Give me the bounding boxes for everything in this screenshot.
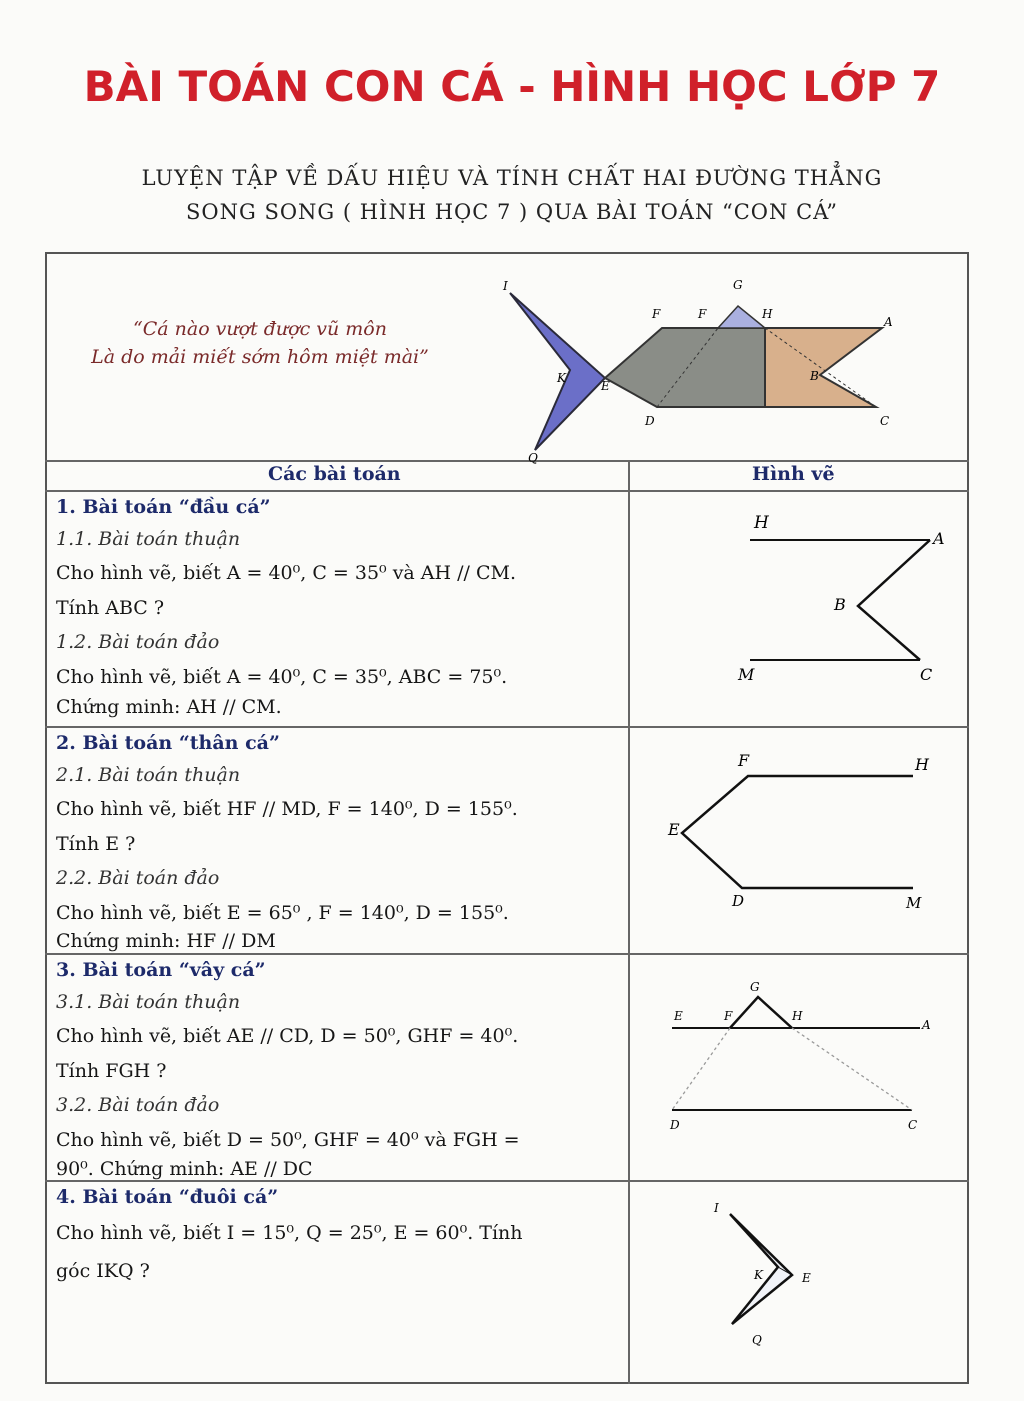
fish-fin xyxy=(718,306,765,328)
section-title: 4. Bài toán “đuôi cá” xyxy=(56,1186,279,1208)
fish-label-d: D xyxy=(645,414,655,428)
fig3-label-f: F xyxy=(724,1009,733,1023)
problem-line: góc IKQ ? xyxy=(56,1260,150,1282)
fish-label-g: G xyxy=(733,278,743,292)
subsection-title: 2.2. Bài toán đảo xyxy=(56,867,220,889)
fig1-label-b: B xyxy=(834,595,846,614)
quote-line-2: Là do mải miết sớm hôm miệt mài” xyxy=(91,346,429,368)
fig3-label-g: G xyxy=(750,980,760,994)
fig1-label-h: H xyxy=(754,513,769,533)
fish-label-i: I xyxy=(503,279,508,293)
subsection-title: 2.1. Bài toán thuận xyxy=(56,763,241,786)
fig3-label-c: C xyxy=(908,1118,918,1132)
fish-body xyxy=(605,328,765,407)
problem-line: Tính ABC ? xyxy=(56,596,165,619)
fish-illustration xyxy=(0,0,1024,470)
fig4-label-q: Q xyxy=(752,1333,762,1347)
problem-line: Chứng minh: AH // CM. xyxy=(56,696,282,718)
fig4-label-i: I xyxy=(714,1201,719,1215)
problem-line: Cho hình vẽ, biết A = 40⁰, C = 35⁰ và AH // CM. xyxy=(56,562,517,584)
subsection-title: 1.1. Bài toán thuận xyxy=(56,527,241,550)
figure-fish-tail xyxy=(630,1182,968,1382)
fish-label-q: Q xyxy=(528,451,538,465)
page-title: BÀI TOÁN CON CÁ - HÌNH HỌC LỚP 7 xyxy=(83,62,941,111)
fig2-label-e: E xyxy=(668,820,680,839)
fig1-label-c: C xyxy=(920,665,933,684)
fish-label-f: F xyxy=(698,307,707,321)
subsection-title: 3.1. Bài toán thuận xyxy=(56,990,241,1013)
fish-label-e: E xyxy=(601,379,610,393)
subtitle-line-2: SONG SONG ( HÌNH HỌC 7 ) QUA BÀI TOÁN “CON CÁ” xyxy=(186,200,838,224)
subsection-title: 1.2. Bài toán đảo xyxy=(56,631,220,653)
fish-label-f: F xyxy=(652,307,661,321)
fish-head xyxy=(765,328,882,407)
problem-line: Cho hình vẽ, biết A = 40⁰, C = 35⁰, ABC = 75⁰. xyxy=(56,665,508,688)
figure-fish-body xyxy=(630,728,968,953)
section-title: 1. Bài toán “đầu cá” xyxy=(56,496,271,518)
subsection-title: 3.2. Bài toán đảo xyxy=(56,1094,220,1116)
fig3-label-e: E xyxy=(674,1009,683,1023)
fig1-label-a: A xyxy=(933,529,945,548)
subtitle-line-1: LUYỆN TẬP VỀ DẤU HIỆU VÀ TÍNH CHẤT HAI ĐƯỜNG THẲNG xyxy=(141,166,883,190)
fig2-label-d: D xyxy=(732,892,745,910)
problem-line: 90⁰. Chứng minh: AE // DC xyxy=(56,1158,313,1180)
fig3-label-d: D xyxy=(670,1118,680,1132)
figure-fish-fin xyxy=(630,955,968,1180)
problem-line: Cho hình vẽ, biết I = 15⁰, Q = 25⁰, E = 60⁰. Tính xyxy=(56,1221,523,1244)
problem-line: Tính E ? xyxy=(56,832,136,855)
section-3-text xyxy=(56,959,624,1182)
fig2-label-f: F xyxy=(738,751,750,770)
problem-line: Chứng minh: HF // DM xyxy=(56,930,276,952)
fish-label-a: A xyxy=(884,315,893,329)
quote-line-1: “Cá nào vượt được vũ môn xyxy=(133,318,387,340)
section-title: 3. Bài toán “vây cá” xyxy=(56,959,266,981)
header-figures: Hình vẽ xyxy=(752,463,835,485)
fish-label-h: H xyxy=(762,307,773,321)
header-problems: Các bài toán xyxy=(268,463,401,485)
problem-line: Cho hình vẽ, biết D = 50⁰, GHF = 40⁰ và FGH = xyxy=(56,1128,520,1151)
fig2-label-m: M xyxy=(906,894,922,912)
section-title: 2. Bài toán “thân cá” xyxy=(56,732,280,754)
problem-line: Cho hình vẽ, biết E = 65⁰ , F = 140⁰, D = 155⁰. xyxy=(56,901,509,924)
section-4-text xyxy=(56,1186,624,1284)
problem-line: Tính FGH ? xyxy=(56,1059,167,1082)
fig4-label-k: K xyxy=(754,1268,763,1282)
fig3-label-a: A xyxy=(922,1018,931,1032)
fish-label-k: K xyxy=(557,371,566,385)
section-1-text xyxy=(56,496,624,720)
figure-fish-head xyxy=(630,492,968,726)
fig4-label-e: E xyxy=(802,1271,811,1285)
fish-label-c: C xyxy=(880,414,890,428)
fig1-label-m: M xyxy=(738,665,755,684)
problem-line: Cho hình vẽ, biết HF // MD, F = 140⁰, D = 155⁰. xyxy=(56,798,518,820)
section-2-text xyxy=(56,732,624,954)
problem-line: Cho hình vẽ, biết AE // CD, D = 50⁰, GHF = 40⁰. xyxy=(56,1025,519,1047)
fig2-label-h: H xyxy=(915,755,929,774)
fig3-label-h: H xyxy=(792,1009,803,1023)
fish-label-b: B xyxy=(810,369,819,383)
